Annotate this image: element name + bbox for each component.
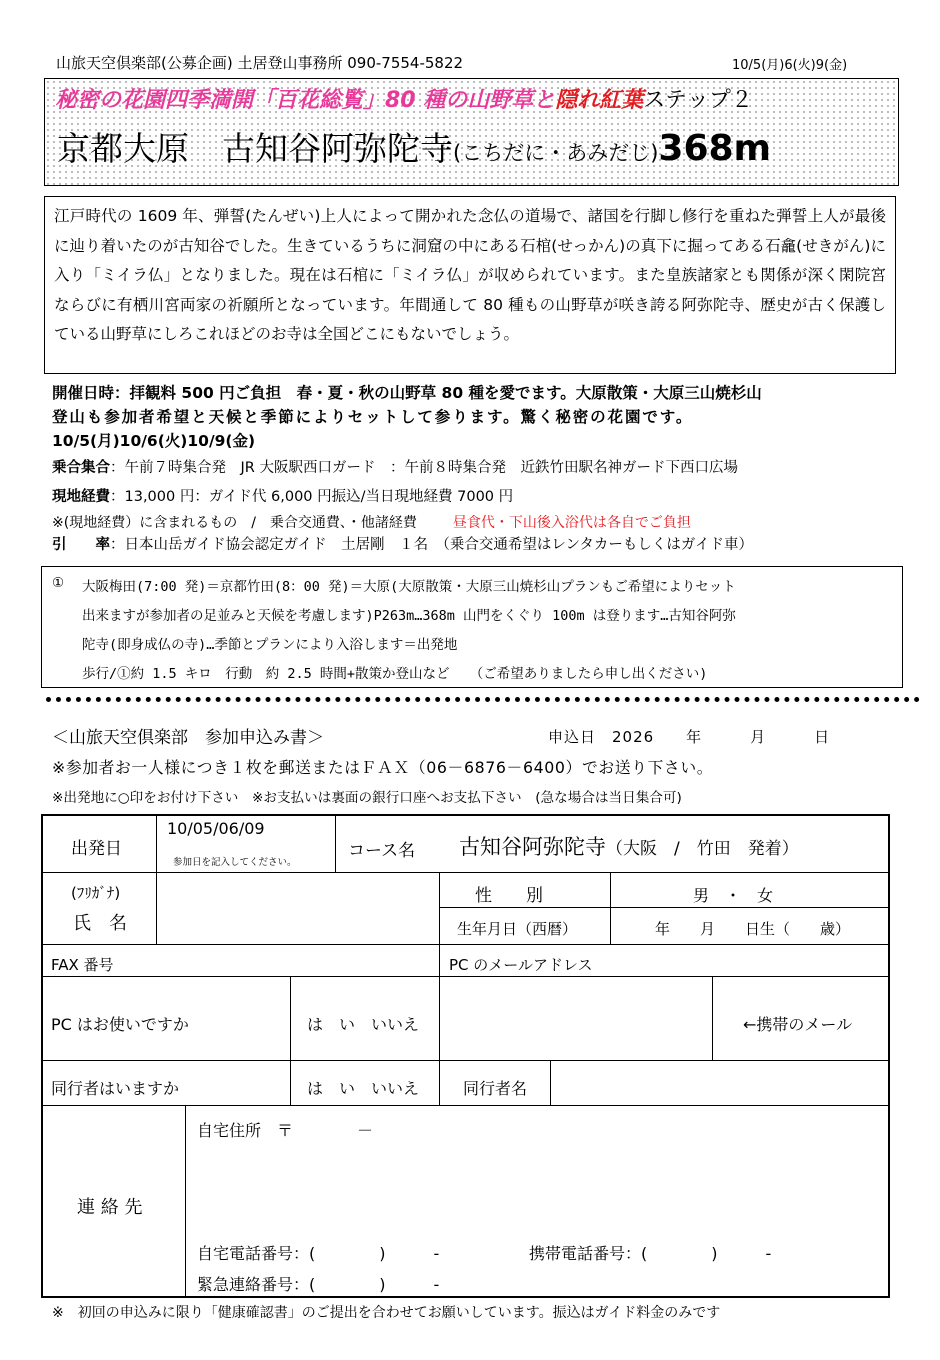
course-label: コース名 xyxy=(348,841,416,861)
application-note2: ※出発地に○印をお付け下さい ※お支払いは裏面の銀行口座へお支払下さい (急な場合は当日集合可) xyxy=(52,790,682,806)
mobile-phone[interactable]: 携帯電話番号：( ) - xyxy=(529,1244,772,1263)
email-label: PC のメールアドレス xyxy=(449,956,593,974)
cost-note-text: ※(現地経費）に含まれるもの / 乗合交通費、・他諸経費 xyxy=(52,515,417,531)
meeting-line xyxy=(52,456,738,477)
application-note1: ※参加者お一人様につき１枚を郵送またはＦＡＸ（06－6876－6400）でお送り下さい。 xyxy=(52,758,714,777)
catchphrase-step: ステップ２ xyxy=(643,88,753,113)
fax-label: FAX 番号 xyxy=(51,956,114,974)
guide-label: 引 率 xyxy=(52,537,110,553)
cut-line-divider xyxy=(46,697,920,702)
mobile-mail-label: ←携帯のメール xyxy=(743,1015,853,1034)
companion-name-input[interactable] xyxy=(553,1064,883,1102)
companion-label: 同行者はいますか xyxy=(51,1079,180,1098)
route-line2: 出来ますが参加者の足並みと天候を考慮します)P263m…368m 山門をくぐり 100m は登ります…古知谷阿弥 xyxy=(82,608,736,624)
route-line1: 大阪梅田(7:00 発)＝京都竹田(8：00 発)＝大原(大原散策・大原三山焼杉山プランもご希望によりセット xyxy=(82,579,736,595)
tour-dates: 10/5(月)6(火)9(金) xyxy=(732,58,848,73)
application-form xyxy=(41,814,890,1298)
schedule-dates: 10/5(月)10/6(火)10/9(金) xyxy=(52,432,256,450)
cost-line xyxy=(52,485,513,506)
pc-label: PC はお使いですか xyxy=(51,1015,189,1034)
route-box xyxy=(41,566,903,688)
departure-value[interactable]: 10/05/06/09 xyxy=(167,819,265,838)
pc-yes-no[interactable]: は い いいえ xyxy=(307,1015,420,1034)
schedule-line1 xyxy=(52,381,762,403)
title-place: 京都大原 古知谷阿弥陀寺 xyxy=(57,129,453,168)
route-number: ① xyxy=(52,575,65,591)
departure-label: 出発日 xyxy=(71,839,122,859)
birth-value[interactable]: 年 月 日生（ 歳） xyxy=(655,920,851,938)
title-altitude: 368m xyxy=(658,128,772,169)
meeting-text: ：午前７時集合発 JR 大阪駅西口ガード ：午前８時集合発 近鉄竹田駅名神ガード下西口広場 xyxy=(110,460,738,476)
route-line4: 歩行/①約 1.5 キロ 行動 約 2.5 時間+散策か登山など （ご希望ありましたら申し出ください) xyxy=(82,666,708,682)
route-line3: 陀寺(即身成仏の寺)…季節とプランにより入浴します＝出発地 xyxy=(82,637,458,653)
cost-text: ：13,000 円：ガイド代 6,000 円振込/当日現地経費 7000 円 xyxy=(110,489,514,505)
title-catchphrase xyxy=(55,83,753,114)
companion-yes-no[interactable]: は い いいえ xyxy=(307,1079,420,1098)
schedule-line2: 登山も参加者希望と天候と季節によりセットして参ります。驚く秘密の花園です。 xyxy=(52,408,694,426)
gender-value[interactable]: 男 ・ 女 xyxy=(693,886,774,905)
course-name xyxy=(459,831,799,861)
name-label: 氏 名 xyxy=(73,913,127,934)
departure-note: 参加日を記入してください。 xyxy=(173,857,297,868)
footer-note: ※ 初回の申込みに限り「健康確認書」のご提出を合わせてお願いしています。振込はガイド料金のみです xyxy=(52,1305,721,1321)
organizer-header: 山旅天空倶楽部(公募企画) 土居登山事務所 090-7554-5822 xyxy=(56,54,464,72)
guide-text: ：日本山岳ガイド協会認定ガイド 土居剛 １名 （乗合交通希望はレンタカーもしくはガイド車） xyxy=(110,537,753,553)
application-title: ＜山旅天空倶楽部 参加申込み書＞ xyxy=(52,728,324,748)
companion-name-label: 同行者名 xyxy=(463,1079,528,1098)
schedule-label: 開催日時 xyxy=(52,384,115,402)
cost-label: 現地経費 xyxy=(52,489,110,505)
cost-note-line xyxy=(52,512,691,532)
catchphrase-highlight: 隠れ紅葉 xyxy=(555,88,644,113)
schedule-text: ：拝観料 500 円ご負担 春・夏・秋の山野草 80 種を愛でます。大原散策・大原三山焼杉山 xyxy=(114,384,762,402)
title-reading: (こちだに・あみだじ) xyxy=(453,141,659,165)
catchphrase-main: 秘密の花園四季満開「百花総覧」80 種の山野草と xyxy=(55,88,556,113)
emergency-phone[interactable]: 緊急連絡番号：( ) - xyxy=(197,1275,440,1294)
course-sub: （大阪 / 竹田 発着） xyxy=(606,839,799,859)
meeting-label: 乗合集合 xyxy=(52,460,110,476)
guide-line xyxy=(52,533,753,554)
title-box xyxy=(44,78,899,186)
description-box: 江戸時代の 1609 年、弾誓(たんぜい)上人によって開かれた念仏の道場で、諸国を行脚し修行を重ねた弾誓上人が最後に辿り着いたのが古知谷でした。生きているうちに洞窟の中にある石棺(せっかん)の真下に掘ってある石龕(せきがん)に入り「ミイラ仏」となりました。現在は石棺に「ミイラ仏」が収められています。また皇族諸家とも関係が深く閑院宮ならびに有栖川宮両家の祈願所となっています。年間通して 80 種もの山野草が咲き誇る阿弥陀寺、歴史が古く保護している山野草にしろこれほどのお寺は全国どこにもないでしょう。 xyxy=(44,196,896,374)
name-input[interactable] xyxy=(159,876,437,942)
page-title xyxy=(57,123,771,170)
contact-label: 連 絡 先 xyxy=(77,1197,143,1218)
course-value: 古知谷阿弥陀寺 xyxy=(459,835,606,859)
home-phone[interactable]: 自宅電話番号：( ) - xyxy=(197,1244,440,1263)
cost-note-red: 昼食代・下山後入浴代は各自でご負担 xyxy=(452,515,691,531)
address-label[interactable]: 自宅住所 〒 － xyxy=(197,1121,374,1140)
birth-label: 生年月日（西暦） xyxy=(457,920,578,938)
gender-label: 性 別 xyxy=(475,886,543,906)
email-input[interactable] xyxy=(443,980,709,1058)
furigana-label: (ﾌﾘｶﾞﾅ) xyxy=(71,884,121,902)
application-date: 申込日 2026 年 月 日 xyxy=(548,728,831,746)
